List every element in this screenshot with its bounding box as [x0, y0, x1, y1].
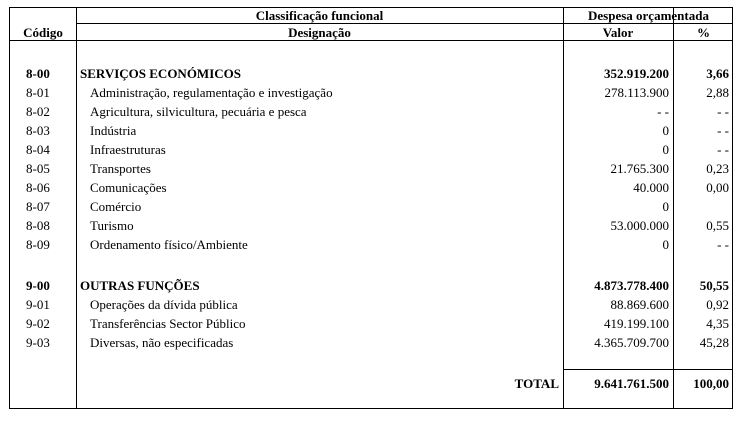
row-valor: 4.873.778.400: [594, 278, 669, 293]
row-code: 8-09: [26, 237, 50, 252]
total-label: TOTAL: [514, 376, 559, 391]
row-code: 8-02: [26, 104, 50, 119]
row-designation: Transferências Sector Público: [90, 316, 246, 331]
row-valor: 21.765.300: [610, 161, 669, 176]
row-code: 8-08: [26, 218, 50, 233]
row-code: 8-00: [26, 66, 50, 81]
row-percent: 4,35: [706, 316, 729, 331]
row-designation: Indústria: [90, 123, 137, 138]
row-valor: 278.113.900: [604, 85, 669, 100]
row-code: 8-07: [26, 199, 50, 214]
row-valor: 352.919.200: [604, 66, 669, 81]
row-percent: 2,88: [706, 85, 729, 100]
header-codigo: Código: [23, 25, 63, 40]
row-percent: 3,66: [706, 66, 729, 81]
row-code: 9-02: [26, 316, 50, 331]
row-valor: 4.365.709.700: [594, 335, 669, 350]
row-percent: - -: [717, 237, 729, 252]
budget-table: [9, 7, 733, 409]
row-valor: 0: [662, 199, 669, 214]
row-code: 8-03: [26, 123, 50, 138]
row-valor: 0: [662, 142, 669, 157]
row-percent: 50,55: [699, 278, 729, 293]
row-designation: Transportes: [90, 161, 151, 176]
row-designation: Administração, regulamentação e investigação: [90, 85, 333, 100]
row-code: 8-05: [26, 161, 50, 176]
row-designation: Comunicações: [90, 180, 167, 195]
row-designation: Operações da dívida pública: [90, 297, 238, 312]
row-valor: 88.869.600: [610, 297, 669, 312]
row-code: 9-00: [26, 278, 50, 293]
row-code: 9-01: [26, 297, 50, 312]
row-percent: - -: [717, 142, 729, 157]
header-classificacao: Classificação funcional: [255, 8, 384, 23]
row-designation: Diversas, não especificadas: [90, 335, 234, 350]
row-designation: Agricultura, silvicultura, pecuária e pesca: [90, 104, 307, 119]
header-despesa: Despesa orçamentada: [588, 8, 709, 23]
header-valor: Valor: [602, 25, 634, 40]
header-percent: %: [697, 25, 710, 40]
row-percent: 0,00: [706, 180, 729, 195]
header-designacao: Designação: [288, 25, 351, 40]
row-percent: 0,92: [706, 297, 729, 312]
row-valor: 40.000: [633, 180, 669, 195]
row-valor: 419.199.100: [604, 316, 669, 331]
row-percent: 0,55: [706, 218, 729, 233]
row-designation: SERVIÇOS ECONÓMICOS: [80, 66, 241, 81]
total-percent: 100,00: [693, 376, 729, 391]
col-divider-code: [76, 8, 77, 408]
row-percent: - -: [717, 104, 729, 119]
row-valor: 53.000.000: [610, 218, 669, 233]
row-code: 8-04: [26, 142, 50, 157]
row-designation: OUTRAS FUNÇÕES: [80, 278, 200, 293]
row-designation: Ordenamento físico/Ambiente: [90, 237, 248, 252]
row-percent: 0,23: [706, 161, 729, 176]
row-valor: 0: [662, 237, 669, 252]
row-percent: 45,28: [699, 335, 729, 350]
row-designation: Infraestruturas: [90, 142, 166, 157]
row-valor: - -: [657, 104, 669, 119]
total-top-divider: [563, 369, 732, 370]
row-code: 9-03: [26, 335, 50, 350]
row-code: 8-06: [26, 180, 50, 195]
total-valor: 9.641.761.500: [594, 376, 669, 391]
row-designation: Turismo: [90, 218, 134, 233]
row-percent: - -: [717, 123, 729, 138]
row-valor: 0: [662, 123, 669, 138]
row-code: 8-01: [26, 85, 50, 100]
row-designation: Comércio: [90, 199, 142, 214]
